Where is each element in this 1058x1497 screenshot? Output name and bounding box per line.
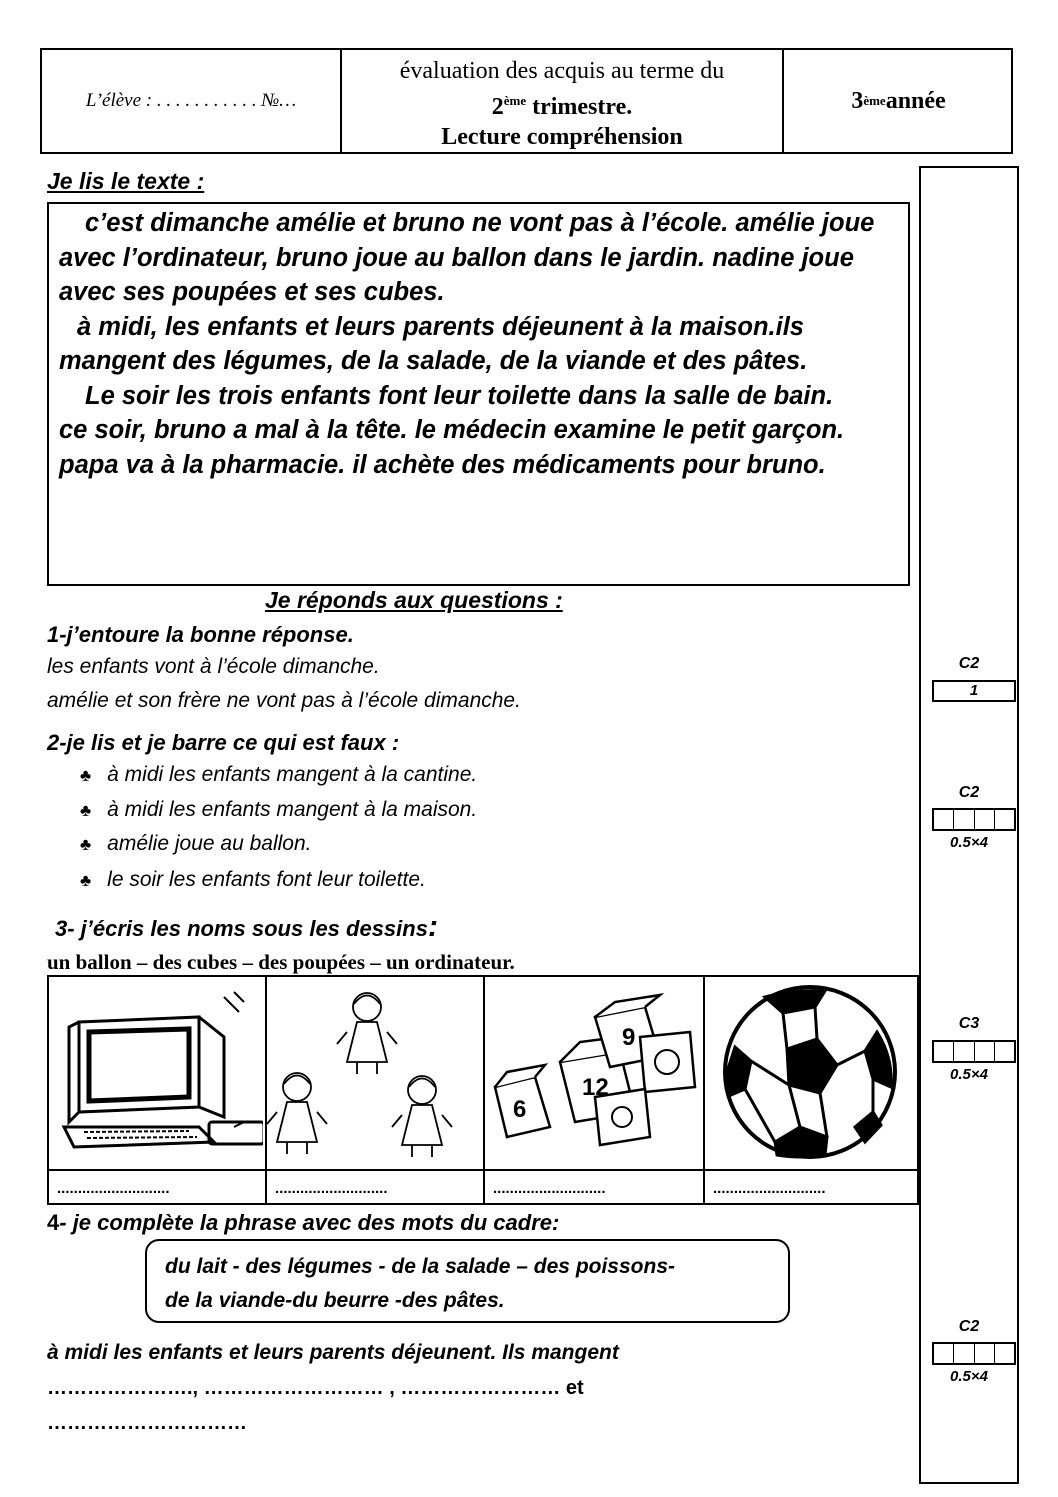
picture-table: [47, 975, 919, 1205]
reading-paragraph: Le soir les trois enfants font leur toilette dans la salle de bain.: [85, 381, 834, 410]
word-box-line: de la viande-du beurre -des pâtes.: [165, 1289, 505, 1312]
q1-option: amélie et son frère ne vont pas à l’école dimanche.: [47, 689, 521, 712]
club-icon: ♣: [80, 835, 92, 854]
q4-title: 4- je complète la phrase avec des mots du cadre:: [47, 1210, 560, 1235]
q4-sentence: à midi les enfants et leurs parents déjeunent. Ils mangent: [47, 1341, 619, 1364]
title-line-1: évaluation des acquis au terme du: [399, 58, 725, 84]
word-box: [145, 1239, 790, 1323]
score-2-competence: C2: [958, 784, 980, 801]
q2-item: ♣ amélie joue au ballon.: [80, 832, 312, 855]
cube-number: 9: [622, 1024, 636, 1051]
q1-title: 1-j’entoure la bonne réponse.: [47, 622, 354, 647]
q2-item: ♣ à midi les enfants mangent à la cantine.: [80, 763, 478, 786]
q1-option: les enfants vont à l’école dimanche.: [47, 655, 380, 678]
q2-title: 2-je lis et je barre ce qui est faux :: [47, 730, 400, 755]
q4-last-blank[interactable]: …………………………: [47, 1412, 247, 1434]
school-year: 3 ème année: [851, 87, 946, 114]
dolls-icon: [267, 977, 481, 1167]
q2-item: ♣ à midi les enfants mangent à la maison.: [80, 798, 478, 821]
title-line-3: Lecture compréhension: [441, 124, 683, 150]
score-2-boxes: [932, 808, 1016, 831]
answer-blank[interactable]: ...........................: [49, 1171, 267, 1205]
club-icon: ♣: [80, 801, 92, 820]
score-3-boxes: [932, 1040, 1016, 1063]
score-4-competence: C2: [958, 1318, 980, 1335]
cube-number: 12: [582, 1074, 609, 1101]
q3-title: 3- j’écris les noms sous les dessins:: [55, 910, 438, 943]
reading-paragraph: c’est dimanche amélie et bruno ne vont pas à l’école. amélie joue avec l’ordinateur, bruno joue au ballon dans le jardin. nadine joue avec ses poupées et ses cubes.: [59, 209, 875, 306]
questions-heading: Je réponds aux questions :: [265, 587, 563, 613]
answer-row: [49, 1169, 917, 1205]
answer-blank[interactable]: ...........................: [713, 1180, 826, 1197]
reading-paragraph: à midi, les enfants et leurs parents déjeunent à la maison.ils mangent des légumes, de la salade, de la viande et des pâtes.: [59, 312, 808, 375]
score-4-multiplier: 0.5×4: [950, 1368, 988, 1385]
ball-icon: [705, 977, 917, 1167]
q2-item: ♣ le soir les enfants font leur toilette.: [80, 868, 426, 891]
title-line-2: 2ème trimestre.: [491, 93, 633, 120]
cube-number: 6: [513, 1096, 527, 1123]
score-column: [919, 166, 1019, 1484]
reading-paragraph: ce soir, bruno a mal à la tête. le médecin examine le petit garçon. papa va à la pharmacie. il achète des médicaments pour bruno.: [59, 416, 845, 479]
score-1-competence: C2: [958, 655, 980, 672]
word-box-line: du lait - des légumes - de la salade – des poissons-: [165, 1255, 675, 1278]
computer-icon: [49, 977, 263, 1167]
picture-cell: [49, 977, 267, 1169]
score-2-multiplier: 0.5×4: [950, 834, 988, 851]
header-table: [40, 48, 1013, 154]
answer-blank[interactable]: ...........................: [485, 1171, 705, 1205]
answer-blank[interactable]: ...........................: [267, 1171, 485, 1205]
club-icon: ♣: [80, 766, 92, 785]
reading-text-box: [47, 202, 910, 586]
picture-cell: [267, 977, 485, 1169]
score-1-box: 1: [932, 680, 1016, 702]
score-3-multiplier: 0.5×4: [950, 1066, 988, 1083]
q4-blanks[interactable]: …………………., ……………………… , …………………… et: [47, 1377, 584, 1399]
student-field: [42, 50, 342, 152]
exam-title: [342, 50, 784, 152]
picture-cell: [705, 977, 917, 1169]
score-4-boxes: [932, 1342, 1016, 1365]
q3-word-list: un ballon – des cubes – des poupées – un ordinateur.: [47, 950, 515, 974]
reading-heading: Je lis le texte :: [47, 168, 205, 194]
score-3-competence: C3: [958, 1015, 980, 1032]
cubes-icon: [485, 977, 701, 1167]
club-icon: ♣: [80, 871, 92, 890]
picture-cell: [485, 977, 705, 1169]
student-label: L’élève : . . . . . . . . . . . №…: [85, 90, 297, 111]
